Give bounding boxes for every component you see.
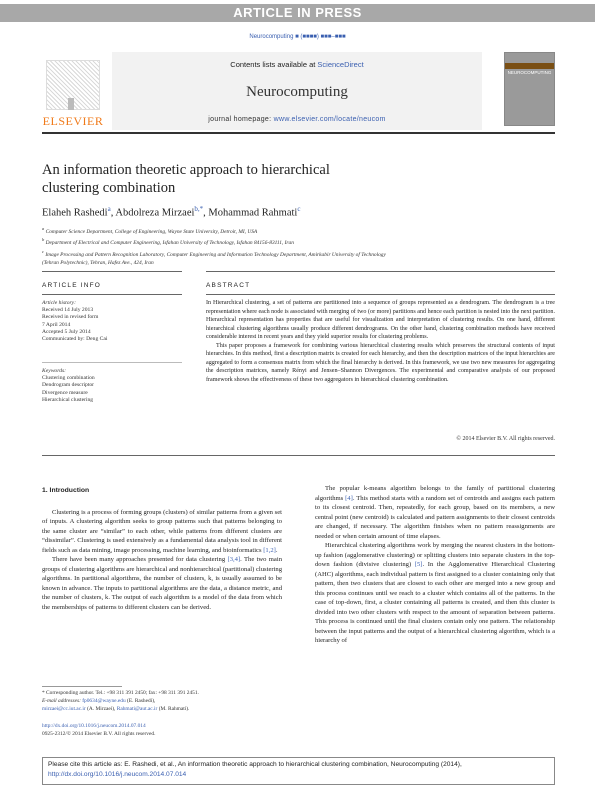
body-text: Hierarchical clustering algorithms work by merging the nearest clusters in the bottom-up fashion (agglomerative clustering) or splitting clusters into separate clusters in the top-down fashion (divisive clustering) <box>315 542 555 568</box>
homepage-line <box>112 116 482 123</box>
author-name: Elaheh Rashedi <box>42 207 108 219</box>
section-heading: 1. Introduction <box>42 487 90 494</box>
article-info-heading: ARTICLE INFO <box>42 282 102 289</box>
email-link[interactable]: fp0634@wayne.edu <box>82 698 126 704</box>
citation-box <box>42 757 555 785</box>
body-text: There have been many approaches presented for data clustering <box>52 556 226 563</box>
affiliation-text: Computer Science Department, College of Engineering, Wayne State University, Detroit, MI, USA <box>45 228 258 235</box>
issn-line: 0925-2312/© 2014 Elsevier B.V. All rights reserved. <box>42 731 156 737</box>
contents-line <box>112 60 482 69</box>
copyright-line: © 2014 Elsevier B.V. All rights reserved. <box>456 436 555 442</box>
author-name: Mohammad Rahmati <box>208 207 298 219</box>
author-name: Abdolreza Mirzaei <box>115 207 195 219</box>
body-paragraph <box>315 541 555 646</box>
article-in-press-banner: ARTICLE IN PRESS <box>0 4 595 22</box>
doi-link[interactable]: http://dx.doi.org/10.1016/j.neucom.2014.07.014 <box>42 723 146 729</box>
keyword-item: Clustering combination <box>42 375 95 382</box>
title-line-2: clustering combination <box>42 180 176 196</box>
journal-reference: Neurocomputing ■ (■■■■) ■■■–■■■ <box>249 34 346 40</box>
journal-header <box>42 52 555 130</box>
body-text: Clustering is a process of forming groups (clusters) of similar patterns from a given set of inputs. A clustering algorithm seeks to group patterns such that patterns belonging to the same cluster are “similar” to each other, while patterns from different clusters are “dissimilar”. Clustering is used extensively as a fundamental data analysis tool in different fields such as data mining, image processing, machine learning, and bioinformatics <box>42 508 282 554</box>
affiliation-text: Department of Electrical and Computer Engineering, Isfahan University of Technology, Isfahan 84156-83111, Iran <box>45 240 294 247</box>
author-sup[interactable]: b,* <box>194 205 204 213</box>
history-item: Received in revised form <box>42 314 99 321</box>
citation-link[interactable]: [5] <box>414 561 423 568</box>
article-title <box>42 161 462 197</box>
history-item: Received 14 July 2013 <box>42 307 94 314</box>
abstract-paragraph: This paper proposes a framework for combining various hierarchical clustering results which preserves the structural contents of input hierarchies. In this method, first a description matrix is created for each hierarchy, and then the description matrices of the input hierarchies are aggregated to form a consensus matrix from which the final hierarchy is derived. In this framework, we use two new measures for aggregating the description matrices, namely Rényi and Jensen–Shannon Divergences. The experimental and comparative analysis of our proposed framework shows the effectiveness of these two aggregators in hierarchical clustering combination. <box>206 342 555 383</box>
email-line <box>42 705 282 713</box>
keyword-item: Dendrogram descriptor <box>42 382 95 389</box>
email-owner: (A. Mirzaei), <box>87 706 116 712</box>
author-list: Elaheh Rashedi$^a$, Abdolreza Mirzaei$^{b,*}$, Mohammad Rahmati$^c$ <box>42 205 301 219</box>
info-rule-sep <box>42 362 182 363</box>
email-line <box>42 697 282 705</box>
email-owner: (E. Rashedi), <box>127 698 156 704</box>
author-sup[interactable]: c <box>297 205 301 213</box>
history-item: Communicated by: Deng Cai <box>42 336 108 343</box>
body-paragraph: Clustering is a process of forming groups (clusters) of similar patterns from a given set of inputs. A clustering algorithm seeks to group patterns such that patterns belonging to the same cluster are “similar” to each other, while patterns from different clusters are “dissimilar”. Clustering is used extensively as a fundamental data analysis tool in different fields such as data mining, image processing, machine learning, and bioinformatics [1,2]. <box>42 508 282 554</box>
history-item: Accepted 5 July 2014 <box>42 328 91 335</box>
affiliation-sup: a <box>42 226 45 231</box>
info-rule-mid <box>42 294 182 295</box>
citation-link[interactable]: [3,4] <box>227 556 241 563</box>
affiliation-text: Image Processing and Pattern Recognition Laboratory, Computer Engineering and Information Technology Department, Amirkabir University of Technology <box>45 251 386 258</box>
body-paragraph <box>315 484 555 541</box>
affiliation <box>42 248 555 259</box>
abstract-rule-top <box>206 271 555 272</box>
cover-title: NEUROCOMPUTING <box>507 70 552 75</box>
footnote-rule <box>42 686 122 687</box>
corresponding-author-note: * Corresponding author. Tel.: +98 311 391 2450; fax: +98 311 391 2451. <box>42 690 199 696</box>
history-label: Article history: <box>42 300 77 306</box>
sciencedirect-link[interactable]: ScienceDirect <box>317 60 364 69</box>
citation-link[interactable]: [4] <box>345 494 353 502</box>
article-history <box>42 300 182 343</box>
email-link[interactable]: Rahmati@aut.ac.ir <box>116 706 158 712</box>
email-label: E-mail addresses: <box>42 698 81 704</box>
header-rule <box>42 132 555 134</box>
journal-masthead <box>112 52 482 130</box>
doi-block <box>42 722 155 738</box>
email-owner: (M. Rahmati). <box>158 706 190 712</box>
affiliation-sup: b <box>42 237 45 243</box>
body-paragraph <box>42 555 282 612</box>
affiliations <box>42 225 555 268</box>
info-rule-top <box>42 271 182 272</box>
journal-cover-thumbnail <box>504 52 555 126</box>
affiliation <box>42 225 555 236</box>
citation-doi-link[interactable]: http://dx.doi.org/10.1016/j.neucom.2014.07.014 <box>48 770 187 778</box>
footnote <box>42 689 282 713</box>
author-sup[interactable]: a <box>107 205 111 213</box>
tree-trunk-icon <box>68 98 74 110</box>
body-left-column <box>42 486 282 612</box>
affiliation <box>42 259 555 268</box>
body-text: The popular k-means algorithm belongs to the family of partitional clustering algorithms <box>315 485 555 502</box>
body-text: . In the Agglomerative Hierarchical Clustering (AHC) algorithms, each individual pattern is first assigned to a cluster containing only that pattern, then two clusters that are closest to each other are merged into a new group and this process continues until we reach to a cluster which contains all of the patterns. In the case of top-down, first, a cluster containing all patterns is created, and then this cluster is divided into two other clusters with respect to the amount of separation between patterns. This process is continued until the final clusters contain only one pattern. The relationship between the input patterns and the output of a hierarchical clustering algorithm, which is a hierarchy of <box>315 561 555 644</box>
keywords-label: Keywords: <box>42 368 67 374</box>
citation-link[interactable]: [1,2] <box>263 546 276 554</box>
title-line-1: An information theoretic approach to hierarchical <box>42 162 330 178</box>
keyword-item: Divergence measure <box>42 389 88 396</box>
homepage-prefix: journal homepage: <box>208 116 272 123</box>
keyword-item: Hierarchical clustering <box>42 396 94 403</box>
history-item: 7 April 2014 <box>42 321 71 328</box>
abstract-rule-mid <box>206 294 555 295</box>
body-right-column <box>315 484 555 646</box>
cover-band <box>505 63 554 69</box>
body-text: . This method starts with a random set of centroids and assigns each pattern to its closest centroid. Then, repeatedly, for each group, based on its members, a new central point (new centroid) is calculated and pattern assignments to their closest centroids are changed, if necessary. The algorithm finishes when no pattern reassignments are needed or when certain amount of time elapses. <box>315 494 555 540</box>
publisher-name: ELSEVIER <box>42 114 104 128</box>
affiliation-sup: c <box>42 248 44 254</box>
keywords <box>42 368 182 404</box>
abstract-heading: ABSTRACT <box>206 282 251 289</box>
abstract-text <box>206 299 555 384</box>
body-rule <box>42 455 555 456</box>
email-link[interactable]: mirzaei@cc.iut.ac.ir <box>42 706 86 712</box>
affiliation <box>42 236 555 247</box>
elsevier-logo <box>42 58 104 130</box>
affiliation-text: (Tehran Polytechnic), Tehran, Hafez Ave., 424, Iran <box>42 260 154 267</box>
journal-name: Neurocomputing <box>246 84 348 100</box>
contents-prefix: Contents lists available at <box>230 60 316 69</box>
abstract-paragraph: In Hierarchical clustering, a set of patterns are partitioned into a sequence of groups represented as a dendrogram. The dendrogram is a tree representation where each node is associated with merging of two (or more) partitions and hence each partition is nested into the next partition. Hierarchical representation has properties that are useful for visualization and interpretation of clustering results. On one hand, different hierarchical clustering algorithms usually produce different dendrograms. On the other hand, clustering combination methods have received considerable interest in recent years and they yield superior results for clustering problems. <box>206 300 555 341</box>
homepage-link[interactable]: www.elsevier.com/locate/neucom <box>273 116 386 123</box>
body-text: . The two main groups of clustering algorithms are hierarchical and nonhierarchical (partitional) clustering algorithms. In partitional algorithms, the number of clusters, k, is usually assumed to be known in advance. The inputs to partitional algorithms are the data, a distance metric, and the number of clusters, k. The output of each algorithm is a model of the data from which the memberships of patterns to different clusters can be derived. <box>42 556 282 611</box>
citation-text: Please cite this article as: E. Rashedi, et al., An information theoretic approach to hierarchical clustering combination, Neurocomputing (2014), <box>48 761 462 768</box>
